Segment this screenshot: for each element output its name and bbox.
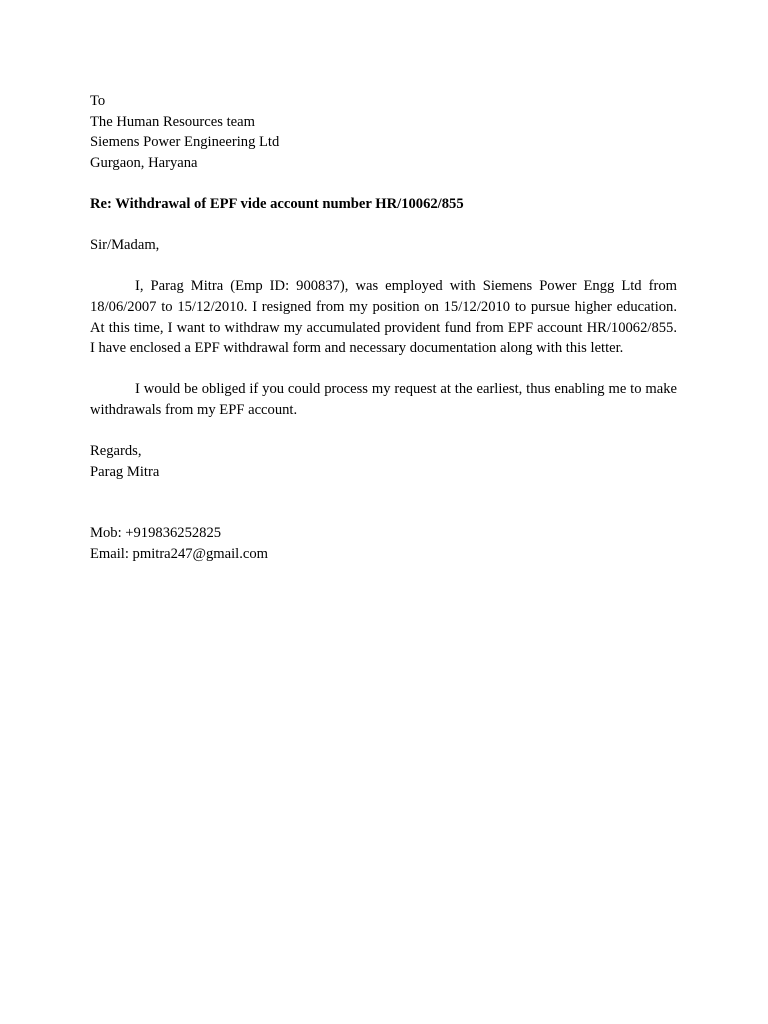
spacer: [90, 421, 677, 442]
signature-name: Parag Mitra: [90, 463, 160, 480]
body-paragraph-2: I would be obliged if you could process my request at the earliest, thus enabling me to make withdrawals from my EPF account.: [90, 381, 677, 418]
spacer: [90, 173, 677, 194]
recipient-block: [90, 91, 677, 173]
spacer: [90, 215, 677, 236]
contact-mobile: Mob: +919836252825: [90, 525, 222, 542]
spacer: [90, 256, 677, 277]
recipient-location: Gurgaon, Haryana: [90, 154, 198, 171]
spacer: [90, 359, 677, 380]
spacer: [90, 482, 677, 523]
subject-line: Re: Withdrawal of EPF vide account number HR/10062/855: [90, 195, 464, 212]
recipient-company: Siemens Power Engineering Ltd: [90, 134, 280, 151]
salutation: Sir/Madam,: [90, 237, 160, 254]
body-paragraph-1: I, Parag Mitra (Emp ID: 900837), was employed with Siemens Power Engg Ltd from 18/06/2007 to 15/12/2010. I resigned from my position on 15/12/2010 to pursue higher education. At this time, I want to withdraw my accumulated provident fund from EPF account HR/10062/855. I have enclosed a EPF withdrawal form and necessary documentation along with this letter.: [90, 278, 677, 357]
letter-body: [90, 91, 677, 565]
closing-block: [90, 441, 677, 482]
closing-regards: Regards,: [90, 443, 142, 460]
recipient-team: The Human Resources team: [90, 113, 255, 130]
contact-email: Email: pmitra247@gmail.com: [90, 546, 268, 563]
contact-block: [90, 523, 677, 564]
recipient-to: To: [90, 93, 106, 109]
